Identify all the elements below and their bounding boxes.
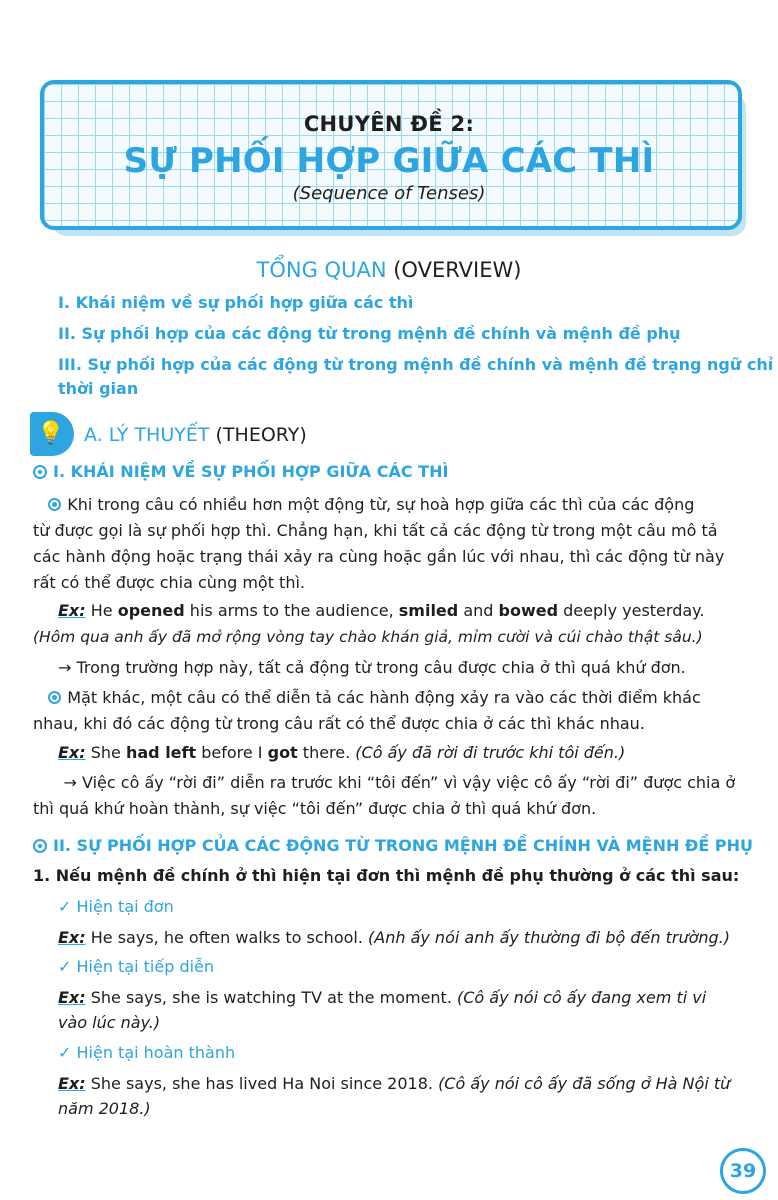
bullet-dot-icon: [48, 498, 61, 511]
example-label: Ex:: [58, 743, 86, 762]
overview-item-2: II. Sự phối hợp của các động từ trong mệnh đề chính và mệnh đề phụ: [58, 324, 681, 343]
section-1-paragraph-1: [33, 492, 745, 596]
ex2-verb-2: got: [267, 743, 298, 762]
ex3-text: He says, he often walks to school.: [85, 928, 369, 947]
note-1: → Trong trường hợp này, tất cả động từ trong câu được chia ở thì quá khứ đơn.: [58, 658, 686, 677]
theory-heading-en: (THEORY): [215, 424, 307, 446]
note-2: [33, 770, 745, 822]
section-1-paragraph-2: [33, 685, 745, 737]
gear-icon: [33, 465, 47, 479]
section-1-title-text: I. KHÁI NIỆM VỀ SỰ PHỐI HỢP GIỮA CÁC THÌ: [53, 462, 449, 481]
ex1-verb-2: smiled: [398, 601, 459, 620]
example-label: Ex:: [58, 988, 86, 1007]
ex2-text: She: [90, 743, 126, 762]
ex1-verb-1: opened: [117, 601, 185, 620]
ex2-text: there.: [297, 743, 356, 762]
ex5-translation: (Cô ấy nói cô ấy đã sống ở Hà Nội từ: [438, 1074, 731, 1093]
example-1: [58, 598, 758, 624]
note-2-line-1: → Việc cô ấy “rời đi” diễn ra trước khi “tôi đến” vì vậy việc cô ấy “rời đi” được chia ở: [63, 773, 736, 792]
lightbulb-icon: 💡: [37, 421, 65, 446]
example-1-translation: (Hôm qua anh ấy đã mở rộng vòng tay chào khán giả, mỉm cười và cúi chào thật sâu.): [33, 628, 703, 646]
topic-subtitle: (Sequence of Tenses): [292, 183, 486, 204]
note-2-line-2: thì quá khứ hoàn thành, sự việc “tôi đến” được chia ở thì quá khứ đơn.: [33, 799, 597, 818]
ex1-verb-3: bowed: [498, 601, 559, 620]
overview-heading-en: (OVERVIEW): [393, 258, 522, 282]
section-2-subheading-1: 1. Nếu mệnh đề chính ở thì hiện tại đơn thì mệnh đề phụ thường ở các thì sau:: [33, 866, 740, 885]
example-label: Ex:: [58, 1074, 86, 1093]
p2-line-2: nhau, khi đó các động từ trong câu rất có thể được chia ở các thì khác nhau.: [33, 714, 645, 733]
bullet-dot-icon: [48, 691, 61, 704]
p1-line-1: Khi trong câu có nhiều hơn một động từ, sự hoà hợp giữa các thì của các động: [67, 495, 695, 514]
topic-label: CHUYÊN ĐỀ 2:: [303, 112, 475, 136]
overview-item-1: I. Khái niệm về sự phối hợp giữa các thì: [58, 293, 414, 312]
example-label: Ex:: [58, 928, 86, 947]
example-5-translation-cont: năm 2018.): [58, 1099, 151, 1118]
section-2-title-text: II. SỰ PHỐI HỢP CỦA CÁC ĐỘNG TỪ TRONG MỆNH ĐỀ CHÍNH VÀ MỆNH ĐỀ PHỤ: [53, 836, 753, 855]
section-1-title: [33, 462, 448, 481]
example-5: [58, 1071, 758, 1097]
example-2: [58, 740, 758, 766]
example-4-translation-cont: vào lúc này.): [58, 1013, 161, 1032]
ex5-text: She says, she has lived Ha Noi since 2018.: [85, 1074, 439, 1093]
overview-heading: [0, 258, 778, 282]
example-label: Ex:: [58, 601, 86, 620]
overview-item-3: III. Sự phối hợp của các động từ trong mệnh đề chính và mệnh đề trạng ngữ chỉ: [58, 355, 774, 374]
ex2-translation: (Cô ấy đã rời đi trước khi tôi đến.): [355, 743, 626, 762]
theory-heading: [84, 424, 307, 446]
ex4-text: She says, she is watching TV at the moment.: [85, 988, 457, 1007]
example-3: [58, 925, 758, 951]
p1-line-3: các hành động hoặc trạng thái xảy ra cùng hoặc gần lúc với nhau, thì các động từ này: [33, 547, 725, 566]
theory-badge: [30, 412, 74, 456]
tense-item-3: ✓ Hiện tại hoàn thành: [58, 1043, 236, 1062]
tense-item-1: ✓ Hiện tại đơn: [58, 897, 174, 916]
gear-icon: [33, 839, 47, 853]
topic-title: SỰ PHỐI HỢP GIỮA CÁC THÌ: [123, 141, 655, 181]
p2-line-1: Mặt khác, một câu có thể diễn tả các hành động xảy ra vào các thời điểm khác: [67, 688, 701, 707]
tense-item-2: ✓ Hiện tại tiếp diễn: [58, 957, 215, 976]
example-4: [58, 985, 758, 1011]
p1-line-2: từ được gọi là sự phối hợp thì. Chẳng hạn, khi tất cả các động từ trong một câu mô tả: [33, 521, 718, 540]
ex1-text: deeply yesterday.: [558, 601, 705, 620]
ex2-verb-1: had left: [125, 743, 197, 762]
page-number: 39: [720, 1148, 766, 1194]
section-2-title: [33, 836, 753, 855]
overview-item-3-cont: thời gian: [58, 379, 139, 398]
ex1-text: and: [458, 601, 499, 620]
overview-heading-main: TỔNG QUAN: [256, 258, 387, 282]
ex3-translation: (Anh ấy nói anh ấy thường đi bộ đến trường.): [368, 928, 730, 947]
theory-heading-main: A. LÝ THUYẾT: [84, 424, 210, 446]
ex1-text: He: [90, 601, 118, 620]
ex2-text: before I: [196, 743, 268, 762]
ex4-translation: (Cô ấy nói cô ấy đang xem ti vi: [457, 988, 707, 1007]
p1-line-4: rất có thể được chia cùng một thì.: [33, 573, 305, 592]
ex1-text: his arms to the audience,: [184, 601, 399, 620]
